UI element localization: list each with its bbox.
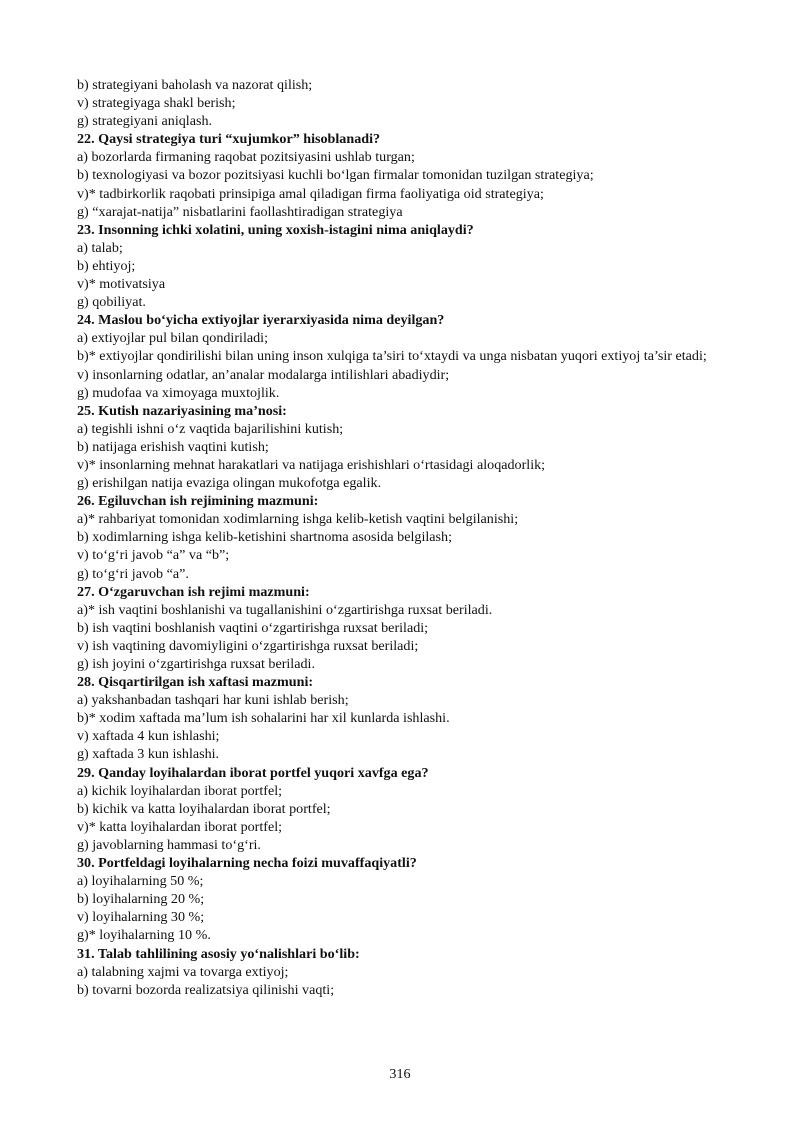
answer-option: v) insonlarning odatlar, an’analar modalarga intilishlari abadiydir; xyxy=(77,366,450,383)
question-heading: 24. Maslou boʻyicha extiyojlar iyerarxiyasida nima deyilgan? xyxy=(77,312,445,329)
answer-option: a) tegishli ishni oʻz vaqtida bajarilishini kutish; xyxy=(77,420,344,437)
answer-option: a) loyihalarning 50 %; xyxy=(77,873,204,890)
answer-option: v)* katta loyihalardan iborat portfel; xyxy=(77,818,283,835)
answer-option: b) natijaga erishish vaqtini kutish; xyxy=(77,438,269,455)
answer-option: g) erishilgan natija evaziga olingan mukofotga egalik. xyxy=(77,475,382,492)
document-body xyxy=(77,76,737,999)
answer-option: v) ish vaqtining davomiyligini oʻzgartirishga ruxsat beriladi; xyxy=(77,637,419,654)
answer-option: v)* motivatsiya xyxy=(77,276,166,293)
answer-option: g) mudofaa va ximoyaga muxtojlik. xyxy=(77,384,280,401)
question-heading: 26. Egiluvchan ish rejimining mazmuni: xyxy=(77,493,319,510)
question-heading: 23. Insonning ichki xolatini, uning xoxish-istagini nima aniqlaydi? xyxy=(77,221,474,238)
answer-option: g)* loyihalarning 10 %. xyxy=(77,927,211,944)
answer-option: v) xaftada 4 kun ishlashi; xyxy=(77,728,220,745)
answer-option: v)* insonlarning mehnat harakatlari va natijaga erishishlari oʻrtasidagi aloqadorlik; xyxy=(77,456,546,473)
answer-option: b) tovarni bozorda realizatsiya qilinishi vaqti; xyxy=(77,981,335,998)
answer-option: g) “xarajat-natija” nisbatlarini faollashtiradigan strategiya xyxy=(77,203,403,220)
answer-option: a) talab; xyxy=(77,239,123,256)
answer-option: a) talabning xajmi va tovarga extiyoj; xyxy=(77,963,289,980)
question-heading: 25. Kutish nazariyasining ma’nosi: xyxy=(77,402,287,419)
answer-option: v) loyihalarning 30 %; xyxy=(77,909,205,926)
answer-option: v) toʻgʻri javob “a” va “b”; xyxy=(77,547,230,564)
answer-option: g) javoblarning hammasi toʻgʻri. xyxy=(77,836,261,853)
answer-option: b) kichik va katta loyihalardan iborat portfel; xyxy=(77,800,331,817)
answer-option: g) toʻgʻri javob “a”. xyxy=(77,565,189,582)
answer-option: a) kichik loyihalardan iborat portfel; xyxy=(77,782,283,799)
answer-option: b) texnologiyasi va bozor pozitsiyasi kuchli boʻlgan firmalar tomonidan tuzilgan strategiya; xyxy=(77,167,594,184)
question-heading: 28. Qisqartirilgan ish xaftasi mazmuni: xyxy=(77,674,314,691)
answer-option: b)* extiyojlar qondirilishi bilan uning inson xulqiga ta’siri toʻxtaydi va unga nisbatan yuqori extiyoj ta’sir etadi; xyxy=(77,348,707,365)
answer-option: g) qobiliyat. xyxy=(77,294,146,311)
answer-option: g) ish joyini oʻzgartirishga ruxsat beriladi. xyxy=(77,656,315,672)
question-heading: 22. Qaysi strategiya turi “xujumkor” hisoblanadi? xyxy=(77,131,381,148)
answer-option: b)* xodim xaftada ma’lum ish sohalarini har xil kunlarda ishlashi. xyxy=(77,710,450,727)
answer-option: b) loyihalarning 20 %; xyxy=(77,891,205,908)
answer-option: a) extiyojlar pul bilan qondiriladi; xyxy=(77,330,269,347)
answer-option: g) strategiyani aniqlash. xyxy=(77,113,213,130)
question-heading: 29. Qanday loyihalardan iborat portfel yuqori xavfga ega? xyxy=(77,764,429,781)
question-heading: 30. Portfeldagi loyihalarning necha foizi muvaffaqiyatli? xyxy=(77,855,417,872)
answer-option: v)* tadbirkorlik raqobati prinsipiga amal qiladigan firma faoliyatiga oid strategiya; xyxy=(77,185,544,202)
answer-option: a) yakshanbadan tashqari har kuni ishlab berish; xyxy=(77,692,349,709)
question-heading: 27. Oʻzgaruvchan ish rejimi mazmuni: xyxy=(77,583,310,600)
answer-option: b) xodimlarning ishga kelib-ketishini shartnoma asosida belgilash; xyxy=(77,529,452,546)
answer-option: v) strategiyaga shakl berish; xyxy=(77,95,236,112)
answer-option: g) xaftada 3 kun ishlashi. xyxy=(77,746,220,763)
question-heading: 31. Talab tahlilining asosiy yoʻnalishlari boʻlib: xyxy=(77,945,360,962)
answer-option: a)* rahbariyat tomonidan xodimlarning ishga kelib-ketish vaqtini belgilanishi; xyxy=(77,511,519,528)
answer-option: b) strategiyani baholash va nazorat qilish; xyxy=(77,77,313,93)
answer-option: b) ish vaqtini boshlanish vaqtini oʻzgartirishga ruxsat beriladi; xyxy=(77,619,429,636)
answer-option: b) ehtiyoj; xyxy=(77,257,136,274)
page-number: 316 xyxy=(389,1066,411,1082)
answer-option: a)* ish vaqtini boshlanishi va tugallanishini oʻzgartirishga ruxsat beriladi. xyxy=(77,601,493,618)
answer-option: a) bozorlarda firmaning raqobat pozitsiyasini ushlab turgan; xyxy=(77,149,415,166)
